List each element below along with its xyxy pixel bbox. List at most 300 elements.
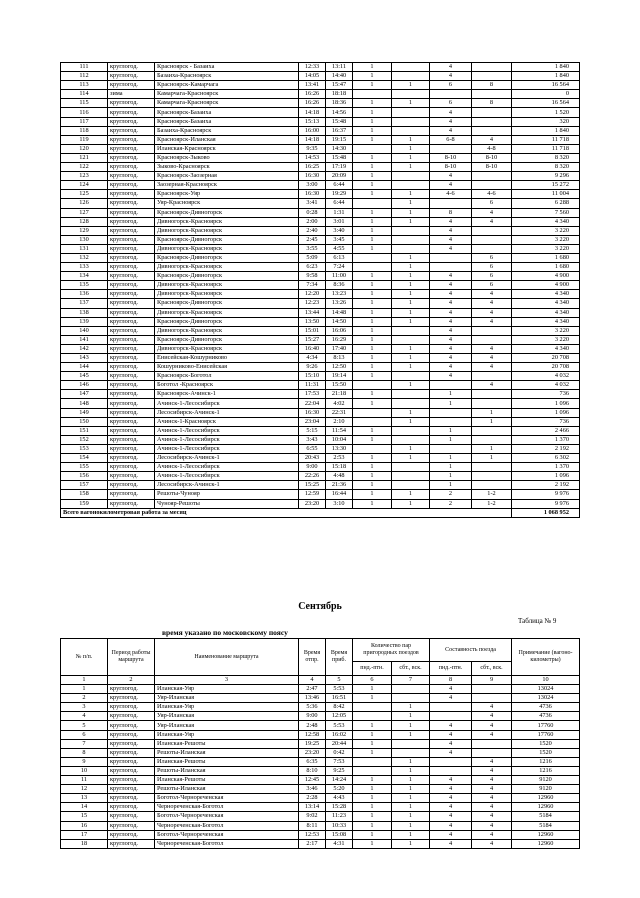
table-cell: 12 — [61, 785, 108, 794]
table-cell: 23:20 — [299, 748, 326, 757]
table-cell: 1 — [353, 208, 392, 217]
table-cell: 139 — [61, 317, 108, 326]
table-cell: 8 — [472, 99, 512, 108]
table-cell: 153 — [61, 444, 108, 453]
table-cell: 15:01 — [299, 326, 326, 335]
table-cell: 1 — [353, 281, 392, 290]
table-row — [61, 108, 580, 117]
table-cell: 4 — [472, 299, 512, 308]
table-cell: 1 520 — [512, 108, 580, 117]
table-cell: 4 — [472, 290, 512, 299]
table-cell: 0:28 — [299, 208, 326, 217]
table-cell — [430, 199, 472, 208]
table-cell: 136 — [61, 290, 108, 299]
table-cell: 1 — [353, 785, 392, 794]
table-cell: 1216 — [512, 757, 580, 766]
table-cell: 3:43 — [299, 435, 326, 444]
table-cell: 120 — [61, 144, 108, 153]
table-cell: Чернореченская-Боготол — [155, 839, 299, 848]
table-cell: 1 — [353, 126, 392, 135]
table-cell: 1 — [392, 499, 430, 508]
table-cell: 133 — [61, 263, 108, 272]
table-cell: 9:58 — [299, 272, 326, 281]
table-cell: 6 288 — [512, 199, 580, 208]
table-cell: 18 — [61, 839, 108, 848]
table-cell: 3:45 — [326, 235, 353, 244]
table-cell: Красноярск-Дивногорск — [155, 235, 299, 244]
table-cell: 1 — [353, 721, 392, 730]
column-number: 2 — [108, 676, 155, 685]
table-cell: круглогод. — [108, 135, 155, 144]
table-cell: 13:44 — [299, 308, 326, 317]
table-cell: круглогод. — [108, 721, 155, 730]
table-cell: 1 — [353, 812, 392, 821]
table-cell: 15:48 — [326, 153, 353, 162]
table-cell: 9:00 — [299, 463, 326, 472]
table-cell: 8:10 — [299, 766, 326, 775]
header-num: № п/п. — [61, 639, 108, 676]
table-cell: Чернореченская-Боготол — [155, 821, 299, 830]
table-cell: 16:40 — [299, 344, 326, 353]
table-cell — [392, 63, 430, 72]
table-cell: Лесосибирск-Ачинск-1 — [155, 481, 299, 490]
table-cell: круглогод. — [108, 444, 155, 453]
table-cell — [392, 426, 430, 435]
table-row — [61, 794, 580, 803]
table-cell: 4 — [430, 812, 472, 821]
table-cell: 151 — [61, 426, 108, 435]
table-cell: 2:47 — [299, 685, 326, 694]
table-cell: круглогод. — [108, 730, 155, 739]
table-cell: 1 — [430, 426, 472, 435]
table-cell: 12960 — [512, 794, 580, 803]
table-cell: Дивногорск-Красноярск — [155, 244, 299, 253]
table-cell: 16:25 — [299, 163, 326, 172]
table-cell: 16:30 — [299, 172, 326, 181]
table-cell: 1 — [353, 172, 392, 181]
table-cell: 1 — [430, 463, 472, 472]
table-cell: 1520 — [512, 748, 580, 757]
table-cell: круглогод. — [108, 281, 155, 290]
table-row — [61, 208, 580, 217]
table-cell: 4 340 — [512, 217, 580, 226]
table-cell: круглогод. — [108, 153, 155, 162]
table-cell: 4 — [430, 226, 472, 235]
table-cell: 1 — [392, 199, 430, 208]
table-cell: 4 900 — [512, 281, 580, 290]
table-cell: 4 — [430, 335, 472, 344]
table-cell: круглогод. — [108, 372, 155, 381]
table-cell: 1 — [392, 81, 430, 90]
table-cell — [353, 408, 392, 417]
table-cell: 20 708 — [512, 354, 580, 363]
table-cell: 4 — [472, 830, 512, 839]
table-row — [61, 390, 580, 399]
table-cell — [430, 144, 472, 153]
table-cell: 7:34 — [299, 281, 326, 290]
table-cell — [392, 481, 430, 490]
table-cell: Дивногорск-Красноярск — [155, 344, 299, 353]
table-cell — [430, 90, 472, 99]
table-cell: 141 — [61, 335, 108, 344]
table-cell: 1-2 — [472, 499, 512, 508]
table-cell: 1 — [392, 830, 430, 839]
subheader-sat-sun-2: сбт., вск. — [472, 662, 512, 676]
table-cell: 4 — [430, 830, 472, 839]
table-row — [61, 163, 580, 172]
table-cell — [430, 757, 472, 766]
table-cell — [472, 126, 512, 135]
table-cell: 3:01 — [326, 217, 353, 226]
column-number: 8 — [430, 676, 472, 685]
table-cell: 17:19 — [326, 163, 353, 172]
table-row — [61, 757, 580, 766]
table-cell: 0:42 — [326, 748, 353, 757]
table-row — [61, 372, 580, 381]
table-cell: 20 708 — [512, 363, 580, 372]
table-cell: 20:43 — [299, 454, 326, 463]
table-cell: 12:45 — [299, 776, 326, 785]
table-cell: 8-10 — [472, 153, 512, 162]
table-cell: 4736 — [512, 703, 580, 712]
column-number: 5 — [326, 676, 353, 685]
table-cell: 4 — [472, 208, 512, 217]
table-cell: 4 — [472, 821, 512, 830]
table-cell: 9:26 — [299, 363, 326, 372]
table-row — [61, 463, 580, 472]
table-cell: 4 340 — [512, 299, 580, 308]
table-cell: 1 — [392, 308, 430, 317]
table-cell: 15:08 — [326, 830, 353, 839]
table-cell: круглогод. — [108, 81, 155, 90]
table-cell: 6 — [472, 281, 512, 290]
table-cell: круглогод. — [108, 272, 155, 281]
table-cell: 1 — [472, 454, 512, 463]
table-cell: 21:18 — [326, 390, 353, 399]
table-cell: 11:54 — [326, 426, 353, 435]
table-cell: 5184 — [512, 812, 580, 821]
table-row — [61, 481, 580, 490]
table-cell — [392, 739, 430, 748]
table-cell — [392, 435, 430, 444]
table-cell: 3:46 — [299, 785, 326, 794]
table-cell: 118 — [61, 126, 108, 135]
table-cell: Дивногорск-Красноярск — [155, 217, 299, 226]
table-cell: 1 — [353, 390, 392, 399]
table-cell — [472, 244, 512, 253]
table-cell: круглогод. — [108, 435, 155, 444]
table-cell — [472, 72, 512, 81]
routes-table-body-september — [61, 685, 580, 849]
table-cell: круглогод. — [108, 108, 155, 117]
column-numbers-row — [61, 676, 580, 685]
table-row — [61, 81, 580, 90]
table-cell: 1 — [353, 235, 392, 244]
table-cell: 6 — [61, 730, 108, 739]
table-row — [61, 63, 580, 72]
table-cell: 125 — [61, 190, 108, 199]
table-cell: 4 — [430, 108, 472, 117]
table-cell: 11 718 — [512, 144, 580, 153]
table-row — [61, 712, 580, 721]
table-cell: зима — [108, 90, 155, 99]
table-cell: Лесосибирск-Ачинск-1 — [155, 408, 299, 417]
table-cell: 1:31 — [326, 208, 353, 217]
table-cell: 119 — [61, 135, 108, 144]
table-cell: круглогод. — [108, 344, 155, 353]
table-cell: 14:30 — [326, 144, 353, 153]
table-cell: 1 — [392, 144, 430, 153]
table-row — [61, 408, 580, 417]
table-cell: Уяр-Иланская — [155, 712, 299, 721]
table-cell: Ачинск-1-Лесосибирск — [155, 444, 299, 453]
table-cell: 1 — [353, 426, 392, 435]
table-cell: 18:18 — [326, 90, 353, 99]
table-cell: круглогод. — [108, 199, 155, 208]
table-cell: 5:53 — [326, 721, 353, 730]
table-cell: 1 — [392, 290, 430, 299]
table-cell: 1 — [430, 390, 472, 399]
table-cell — [392, 390, 430, 399]
table-cell: 1 — [392, 839, 430, 848]
table-cell: 11 — [61, 776, 108, 785]
table-cell: 14:48 — [326, 308, 353, 317]
table-cell: 16:26 — [299, 99, 326, 108]
table-cell: круглогод. — [108, 766, 155, 775]
table-cell: 11 004 — [512, 190, 580, 199]
table-cell: 1 840 — [512, 63, 580, 72]
table-cell: 1 — [353, 108, 392, 117]
table-cell: 9:00 — [299, 712, 326, 721]
table-cell: 9:25 — [326, 766, 353, 775]
table-cell: 11:00 — [326, 272, 353, 281]
column-number: 4 — [299, 676, 326, 685]
table-cell: 4 — [472, 363, 512, 372]
table-cell: 9120 — [512, 776, 580, 785]
table-cell: круглогод. — [108, 181, 155, 190]
table-cell: 9 976 — [512, 490, 580, 499]
table-cell: 6 — [472, 199, 512, 208]
table-cell: 4 — [61, 712, 108, 721]
total-label: Всего вагонокилометровая работа за месяц — [61, 508, 512, 517]
table-cell: круглогод. — [108, 208, 155, 217]
table-cell: 4 — [430, 721, 472, 730]
table-row — [61, 344, 580, 353]
table-cell: 13:11 — [326, 63, 353, 72]
table-cell: 6:13 — [326, 253, 353, 262]
table-cell: Красноярск-Дивногорск — [155, 208, 299, 217]
table-cell: 4 — [472, 135, 512, 144]
table-cell: 4 — [430, 803, 472, 812]
table-cell — [472, 172, 512, 181]
table-cell: 117 — [61, 117, 108, 126]
table-cell: 6 — [472, 253, 512, 262]
table-cell: круглогод. — [108, 463, 155, 472]
table-cell: 6:35 — [299, 757, 326, 766]
table-cell: 4 340 — [512, 317, 580, 326]
table-cell: круглогод. — [108, 63, 155, 72]
table-cell: 2:40 — [299, 226, 326, 235]
table-cell — [353, 263, 392, 272]
table-cell: 1 — [392, 217, 430, 226]
table-row — [61, 181, 580, 190]
table-cell: 4 — [430, 685, 472, 694]
table-row — [61, 172, 580, 181]
table-cell: 9:02 — [299, 812, 326, 821]
table-cell: 1 — [472, 444, 512, 453]
table-cell: 4 — [472, 803, 512, 812]
routes-table-september — [60, 638, 580, 849]
table-cell: 14:50 — [326, 317, 353, 326]
table-cell: 4:02 — [326, 399, 353, 408]
table-cell: 123 — [61, 172, 108, 181]
table-cell — [392, 244, 430, 253]
table-cell: 9 976 — [512, 499, 580, 508]
table-cell: 14 — [61, 803, 108, 812]
table-cell: 8 320 — [512, 163, 580, 172]
table-cell: 114 — [61, 90, 108, 99]
table-cell: 16:30 — [299, 408, 326, 417]
table-cell: 1 — [353, 499, 392, 508]
table-cell: Базаиха-Красноярск — [155, 126, 299, 135]
table-cell: 1 — [392, 317, 430, 326]
table-cell: 1 — [353, 344, 392, 353]
table-cell: 22:31 — [326, 408, 353, 417]
table-cell: 6 302 — [512, 454, 580, 463]
table-cell: Красноярск - Базаиха — [155, 63, 299, 72]
table-cell: 12:58 — [299, 730, 326, 739]
table-cell — [472, 472, 512, 481]
table-cell: 12960 — [512, 839, 580, 848]
table-row — [61, 272, 580, 281]
header-arr: Время приб. — [326, 639, 353, 676]
table-cell: 4 340 — [512, 290, 580, 299]
table-cell — [353, 144, 392, 153]
table-row — [61, 235, 580, 244]
table-cell: 3:00 — [299, 181, 326, 190]
table-cell: 1 — [392, 344, 430, 353]
table-cell: Красноярск-Заозерная — [155, 172, 299, 181]
table-cell: 4 — [472, 730, 512, 739]
table-cell: 14:18 — [299, 108, 326, 117]
table-cell: 13:50 — [299, 317, 326, 326]
table-cell: 6 — [472, 272, 512, 281]
table-cell: 16:29 — [326, 335, 353, 344]
table-cell — [353, 766, 392, 775]
column-number: 6 — [353, 676, 392, 685]
table-cell: круглогод. — [108, 226, 155, 235]
table-cell: 4 — [472, 217, 512, 226]
table-cell: Базаиха-Красноярск — [155, 72, 299, 81]
table-cell: 4 — [430, 290, 472, 299]
table-cell: 4 — [430, 794, 472, 803]
table-cell: Заозерная-Красноярск — [155, 181, 299, 190]
table-row — [61, 217, 580, 226]
header-pairs: Количество пар пригородных поездов — [353, 639, 430, 662]
table-cell: 135 — [61, 281, 108, 290]
table-cell: Красноярск-Дивногорск — [155, 253, 299, 262]
table-cell: Красноярск-Базаиха — [155, 108, 299, 117]
table-cell: 2:17 — [299, 839, 326, 848]
table-cell: Красноярск-Камарчага — [155, 81, 299, 90]
table-row — [61, 472, 580, 481]
table-cell: 4 — [430, 281, 472, 290]
column-number: 7 — [392, 676, 430, 685]
table-cell: 4 900 — [512, 272, 580, 281]
table-cell: 2 — [430, 499, 472, 508]
table-cell: 22:04 — [299, 399, 326, 408]
table-cell — [472, 399, 512, 408]
table-cell: 149 — [61, 408, 108, 417]
table-cell — [472, 481, 512, 490]
table-cell: 2 466 — [512, 426, 580, 435]
table-cell — [353, 199, 392, 208]
table-cell: 152 — [61, 435, 108, 444]
table-cell: 1 — [392, 703, 430, 712]
table-row — [61, 694, 580, 703]
table-cell: 4 — [430, 785, 472, 794]
table-cell: круглогод. — [108, 308, 155, 317]
table-cell: 1 — [392, 821, 430, 830]
table-cell: 1 — [353, 244, 392, 253]
table-cell: Дивногорск-Красноярск — [155, 263, 299, 272]
table-cell: 4 — [430, 235, 472, 244]
table-cell: 14:53 — [299, 153, 326, 162]
table-cell: 16:00 — [299, 126, 326, 135]
table-cell: 1 — [353, 181, 392, 190]
table-cell — [472, 335, 512, 344]
table-row — [61, 748, 580, 757]
table-cell: 19:15 — [326, 135, 353, 144]
table-cell: Дивногорск-Красноярск — [155, 308, 299, 317]
table-cell: 1 — [392, 135, 430, 144]
table-cell: круглогод. — [108, 426, 155, 435]
table-cell: 8 — [472, 81, 512, 90]
table-cell: 1 — [392, 299, 430, 308]
table-cell: 17:53 — [299, 390, 326, 399]
table-cell: 1 — [353, 803, 392, 812]
table-cell: 1 — [392, 272, 430, 281]
table-cell: 112 — [61, 72, 108, 81]
table-cell: 15:13 — [299, 117, 326, 126]
table-cell: 320 — [512, 117, 580, 126]
table-cell: 1 — [430, 454, 472, 463]
table-row — [61, 435, 580, 444]
table-cell: 8-10 — [430, 153, 472, 162]
table-cell: круглогод. — [108, 417, 155, 426]
table-cell: 1 — [392, 803, 430, 812]
table-cell: 11 718 — [512, 135, 580, 144]
table-cell: 134 — [61, 272, 108, 281]
table-cell: 4 032 — [512, 372, 580, 381]
table-cell: 2 192 — [512, 481, 580, 490]
table-cell: 4:31 — [326, 839, 353, 848]
table-cell: 5:36 — [299, 703, 326, 712]
table-cell — [472, 426, 512, 435]
table-cell: 1 — [353, 472, 392, 481]
table-cell: 1 — [392, 766, 430, 775]
subheader-mon-fri-2: пнд.-птн. — [430, 662, 472, 676]
table-cell — [392, 181, 430, 190]
table-cell — [392, 108, 430, 117]
table-cell — [392, 372, 430, 381]
table-cell: 12:53 — [299, 830, 326, 839]
table-cell: 20:44 — [326, 739, 353, 748]
table-cell: 129 — [61, 226, 108, 235]
table-cell: 4 — [430, 181, 472, 190]
table-cell: круглогод. — [108, 794, 155, 803]
routes-table-body — [61, 63, 580, 509]
